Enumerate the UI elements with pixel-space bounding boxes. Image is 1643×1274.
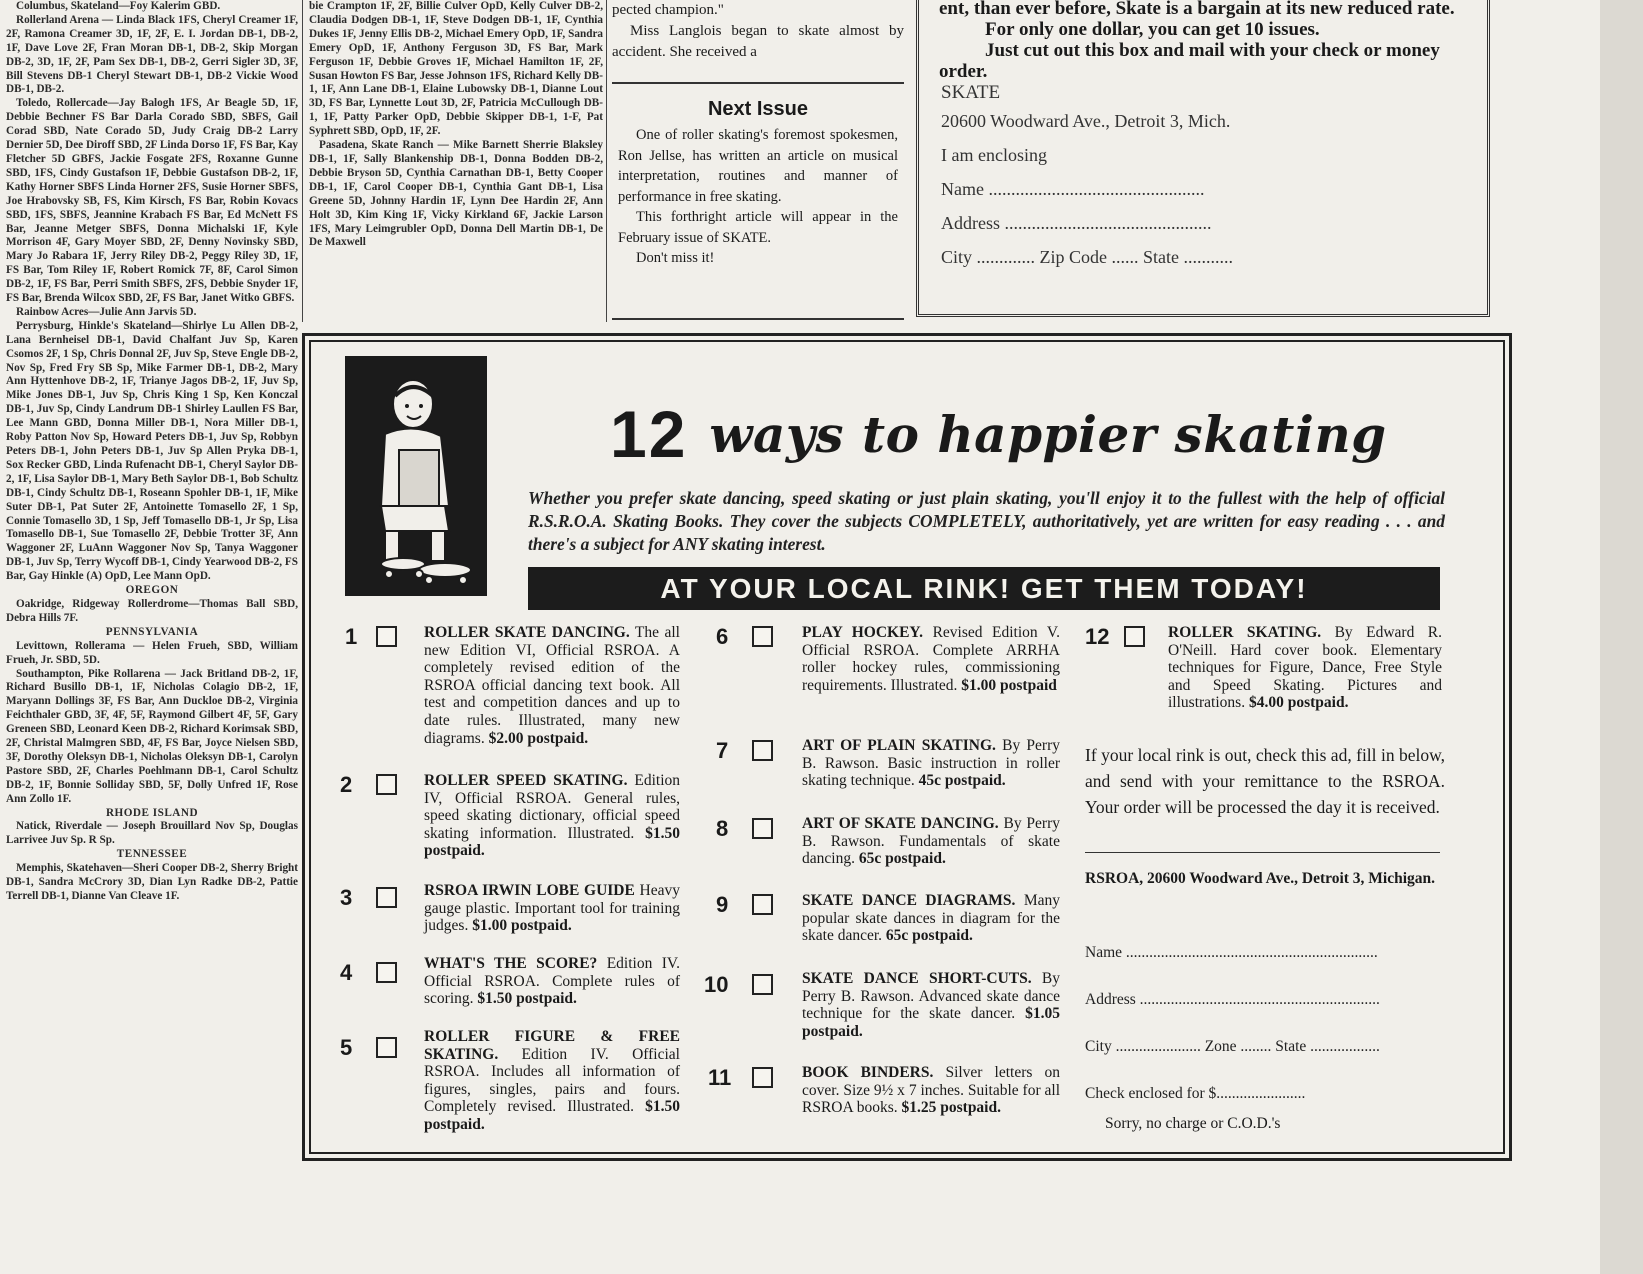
- headline-script: ways to happier skating: [709, 404, 1387, 464]
- paragraph: Perrysburg, Hinkle's Skateland—Shirlye Lu Allen DB-2, Lana Bernheisel DB-1, David Chalfant Juv Sp, Karen Csomos 2F, 1 Sp, Chris Donnal 2F, Juv Sp, Steve Engle DB-2, Nov Sp, Fred Fry SB Sp, Mike Farmer DB-1, DB-2, Mary Ann Hyttenhove DB-2, 1F, Trianye Jagos DB-2, 1F, Juv Sp, Mike Jones DB-1, Juv Sp, Chris King 1 Sp, Ken Konczal DB-1, Juv Sp, Cindy Landrum DB-1 Shirley Laullen FS Bar, Lee Mann GBD, Donna Miller DB-1, Nora Miller DB-1, Roby Patton Nov Sp, Howard Peters DB-1, Juv Sp, Robbyn Peters DB-1, John Peters DB-1, Juv Sp Allen Pryka DB-1, Sox Recker GBD, Linda Rufenacht DB-1, Cheryl Saylor DB-2, 1F, Lisa Saylor DB-1, Mary Beth Saylor DB-1, Bob Schultz DB-1, Cindy Schultz DB-1, Roseann Spohler DB-1, 1F, Mike Suter DB-1, Pat Suter 2F, Antoinette Tomasello 2F, 1 Sp, Connie Tomasello 3D, 1 Sp, Jeff Tomasello DB-1, Jr Sp, Lisa Tomasello DB-1, Sue Tomasello 2F, Debbie Trotter 3F, Ann Waggoner 2F, LuAnn Waggoner Nov Sp, Tanya Waggoner DB-1, Juv Sp, Terry Wycoff DB-1, Cindy Yearwood DB-2, FS Bar, Gay Hinkle (A) OpD, Lee Mann OpD.: [6, 319, 298, 583]
- item-number: 6: [716, 624, 729, 649]
- item-number: 11: [708, 1065, 732, 1090]
- paragraph: Pasadena, Skate Ranch — Mike Barnett Sherrie Blaksley DB-1, 1F, Sally Blankenship DB-1, Donna Bodden DB-2, Debbie Bryson 5D, Cynthia Carnathan DB-1, Betty Cooper DB-1, 1F, Carol Cooper DB-1, Cynthia Gant DB-1, Lisa Greene 5D, Johnny Hardin 1F, Lynn Dee Hardin 2F, Ann Holt 3D, Kim King 1F, Vicky Kirkland 6F, Jackie Larson 1FS, Mary Leimgrubler OpD, Donna Dell Martin DB-1, De De Maxwell: [309, 139, 603, 249]
- item-price: $1.25 postpaid.: [897, 1099, 1001, 1117]
- paragraph: Natick, Riverdale — Joseph Brouillard Nov Sp, Douglas Larrivee Juv Sp. R Sp.: [6, 820, 298, 847]
- item-number: 4: [340, 960, 353, 985]
- item-body: Heavy gauge plastic. Important tool for training judges.: [424, 882, 680, 935]
- ad-banner: AT YOUR LOCAL RINK! GET THEM TODAY!: [528, 567, 1440, 610]
- book-item: [424, 882, 680, 935]
- item-title: SKATE DANCE SHORT-CUTS.: [802, 970, 1032, 987]
- item-price: $1.05 postpaid.: [802, 1005, 1060, 1040]
- item-number: 1: [345, 624, 358, 649]
- item-price: $1.00 postpaid: [957, 676, 1057, 694]
- item-title: ROLLER SPEED SKATING.: [424, 772, 628, 789]
- item-number: 2: [340, 772, 353, 797]
- city-zip-state-field[interactable]: City ............. Zip Code ...... State ...........: [941, 247, 1233, 267]
- item-title: SKATE DANCE DIAGRAMS.: [802, 892, 1016, 909]
- address-field[interactable]: Address ..............................................: [941, 213, 1212, 233]
- check-amount-field[interactable]: Check enclosed for $.......................: [1085, 1085, 1306, 1102]
- item-body: By Perry B. Rawson. Basic instruction in roller skating technique.: [802, 737, 1060, 790]
- rsroa-address: RSROA, 20600 Woodward Ave., Detroit 3, Michigan.: [1085, 870, 1436, 887]
- item-body: By Perry B. Rawson. Fundamentals of skate dancing.: [802, 815, 1060, 868]
- paragraph: Southampton, Pike Rollarena — Jack Britland DB-2, 1F, Richard Busillo DB-1, 1F, Nicholas Colagio DB-2, 1F, Maryann Dollings 3F, FS Bar, Ann Duckloe DB-2, Virginia Feichthaler GBD, 3F, 4F, 5F, Raymond Gilbert 4F, 5F, Gary Greneen SBD, Leonard Keen DB-2, Richard Korimsak SBD, 2F, Christal Malmgren SBD, 4F, FS Bar, Joyce Nielsen SBD, 3F, Dorothy Oleksyn DB-1, Nicholas Oleksyn DB-1, Carolyn Pastore SBD, 2F, Charles Poehlmann DB-1, Carol Schultz DB-2, 1F, Bonnie Solliday SBD, 5F, Dolly Unfred 1F, Rose Ann Zollo 1F.: [6, 667, 298, 805]
- item-checkbox[interactable]: [376, 962, 397, 983]
- book-item: [424, 1028, 680, 1134]
- item-price: $4.00 postpaid.: [1245, 694, 1349, 712]
- order-address-field[interactable]: Address ..............................................................: [1085, 991, 1380, 1008]
- skater-illustration: [345, 356, 487, 596]
- item-price: $1.50 postpaid.: [424, 824, 680, 860]
- item-checkbox[interactable]: [752, 974, 773, 995]
- item-price: $1.50 postpaid.: [473, 990, 577, 1008]
- book-item: [802, 970, 1060, 1040]
- next-issue-box: [612, 82, 904, 320]
- item-body: By Edward R. O'Neill. Hard cover book. Elementary techniques for Figure, Dance, Free Style and Speed Skating. Pictures and illustrations.: [1168, 624, 1442, 712]
- paragraph: Oakridge, Ridgeway Rollerdrome—Thomas Ball SBD, Debra Hills 7F.: [6, 597, 298, 624]
- order-city-field[interactable]: City ...................... Zone ........ State ..................: [1085, 1038, 1380, 1055]
- item-checkbox[interactable]: [376, 774, 397, 795]
- item-title: WHAT'S THE SCORE?: [424, 955, 598, 972]
- book-item: [1168, 624, 1442, 712]
- page-edge: [1600, 0, 1643, 1274]
- paragraph: Don't miss it!: [636, 250, 715, 266]
- item-title: BOOK BINDERS.: [802, 1064, 934, 1081]
- ad-intro: Whether you prefer skate dancing, speed skating or just plain skating, you'll enjoy it to the fullest with the help of official R.S.R.O.A. Skating Books. They cover the subjects COMPLETELY, authoritatively, yet are written for easy reading . . . and there's a subject for ANY skating interest.: [528, 488, 1445, 554]
- item-number: 7: [716, 738, 729, 763]
- paragraph: bie Crampton 1F, 2F, Billie Culver OpD, Kelly Culver DB-2, Claudia Dodgen DB-1, 1F, Steve Dodgen DB-1, 1F, Cynthia Dukes 1F, Jenny Ellis DB-2, Michael Emery OpD, 1F, Sandra Emery OpD, 1F, Anthony Ferguson 3D, FS Bar, Mark Ferguson 1F, Debbie Groves 1F, Michael Hamilton 1F, 2F, Susan Howton FS Bar, Jesse Johnson 1FS, Richard Kelly DB-1, 1F, Ann Lane DB-1, Elaine Lubowsky DB-1, Dianne Lout 3D, FS Bar, Lynnette Lout 3D, 2F, Patricia McCullough DB-1, 1F, Patty Parker OpD, Debbie Skipper DB-1, 1-F, Pat Syphrett SBD, OpD, 1F, 2F.: [309, 0, 603, 138]
- item-checkbox[interactable]: [752, 818, 773, 839]
- state-heading: PENNSYLVANIA: [105, 625, 199, 638]
- item-checkbox[interactable]: [376, 1037, 397, 1058]
- item-title: ART OF SKATE DANCING.: [802, 815, 999, 832]
- book-item: [802, 892, 1060, 945]
- paragraph: pected champion.": [612, 2, 724, 18]
- publisher-name: SKATE: [941, 82, 1001, 103]
- paragraph: Memphis, Skatehaven—Sheri Cooper DB-2, Sherry Bright DB-1, Sandra McCrory 3D, Dian Lyn Radke DB-2, Pattie Terrell DB-1, Dianne Van Cleave 1F.: [6, 862, 298, 902]
- divider: [1085, 852, 1440, 853]
- item-title: RSROA IRWIN LOBE GUIDE: [424, 882, 635, 899]
- book-item: [802, 624, 1060, 694]
- item-price: $2.00 postpaid.: [484, 729, 589, 747]
- item-number: 3: [340, 885, 353, 910]
- results-column-2: [309, 0, 603, 250]
- item-price: 45c postpaid.: [914, 772, 1006, 790]
- state-heading: TENNESSEE: [116, 848, 188, 861]
- order-name-field[interactable]: Name .................................................................: [1085, 944, 1378, 961]
- subscription-text: Just cut out this box and mail with your check or money order.: [939, 40, 1440, 82]
- state-heading: RHODE ISLAND: [105, 806, 199, 819]
- item-body: Silver letters on cover. Size 9½ x 7 inches. Suitable for all RSROA books.: [802, 1064, 1060, 1117]
- book-item: [802, 1064, 1060, 1117]
- paragraph: Rainbow Acres—Julie Ann Jarvis 5D.: [16, 305, 197, 318]
- item-price: 65c postpaid.: [882, 927, 973, 945]
- book-item: [802, 737, 1060, 790]
- item-price: $1.50 postpaid.: [424, 1098, 680, 1133]
- paragraph: Levittown, Rollerama — Helen Frueh, SBD, William Frueh, Jr. SBD, 5D.: [6, 639, 298, 666]
- name-field[interactable]: Name ................................................: [941, 179, 1205, 199]
- enclosing-label: I am enclosing: [941, 145, 1047, 165]
- subscription-text: For only one dollar, you can get 10 issues.: [985, 19, 1320, 40]
- item-checkbox[interactable]: [752, 740, 773, 761]
- paragraph: Columbus, Skateland—Foy Kalerim GBD.: [16, 0, 221, 12]
- item-title: PLAY HOCKEY.: [802, 624, 924, 641]
- paragraph: One of roller skating's foremost spokesmen, Ron Jellse, has written an article on musical interpretation, routines and manner of performance in free skating.: [618, 127, 898, 205]
- column-divider: [302, 0, 303, 322]
- item-number: 9: [716, 892, 729, 917]
- subscription-coupon: [916, 0, 1490, 317]
- paragraph: Toledo, Rollercade—Jay Balogh 1FS, Ar Beagle 5D, 1F, Debbie Bechner FS Bar Darla Corado SBD, SBFS, Gail Corad SBD, Nate Corado 5D, Judy Craig DB-2 Larry Dernier 5D, Dee Diroff SBD, 2F Linda Dorso 1F, FS Bar, Kay Fletcher 5D GBFS, Jackie Fosgate 2FS, Roxanne Gunne SBD, 1FS, Cindy Gustafson 1F, Debbie Gustafson DB-2, 1F, Kathy Horner SBFS Linda Horner 2FS, Susie Horner SBFS, Joe Hrabovsky SB, FS, Kim Kirsch, FS Bar, Robin Kovacs SBD, 1FS, SBFS, Jeannine Krabach FS Bar, Ed McNett FS Bar, Jeanne Metger SBFS, Donna Michalski 1F, Kyle Morrison 4F, Gary Moyer SBD, 2F, Denny Novinsky SBD, Mary Jo Rabara 1F, Jerry Riley DB-2, Peggy Riley 3D, 1F, FS Bar, Tom Riley 1F, Robert Romick 7F, 8F, Carol Simon DB-2, 1F, FS Bar, Perri Smith SBFS, 2FS, Debbie Snyder 1F, FS Bar, Brenda Wilcox SBD, 2F, FS Bar, Janet Witko GBFS.: [6, 97, 299, 305]
- item-body: Revised Edition V. Official RSROA. Complete ARRHA roller hockey rules, commissioning requirements. Illustrated.: [802, 624, 1060, 694]
- item-checkbox[interactable]: [752, 1067, 773, 1088]
- item-body: Edition IV, Official RSROA. General rules, speed skating dictionary, official speed skating information. Illustrated.: [424, 772, 680, 842]
- item-title: ROLLER SKATING.: [1168, 624, 1322, 641]
- subscription-text: ent, than ever before, Skate is a bargain at its new reduced rate.: [939, 0, 1455, 19]
- item-checkbox[interactable]: [752, 894, 773, 915]
- book-item: [424, 772, 680, 860]
- book-item: [424, 955, 680, 1008]
- order-instructions: [1085, 742, 1445, 820]
- item-price: 65c postpaid.: [854, 850, 946, 868]
- item-number: 10: [704, 972, 729, 997]
- item-checkbox[interactable]: [376, 887, 397, 908]
- column-divider: [606, 0, 607, 322]
- ad-headline: [610, 396, 1387, 472]
- item-checkbox[interactable]: [1124, 626, 1145, 647]
- paragraph: Miss Langlois began to skate almost by accident. She received a: [612, 23, 904, 60]
- book-item: [802, 815, 1060, 868]
- publisher-address: 20600 Woodward Ave., Detroit 3, Mich.: [941, 111, 1231, 131]
- item-price: $1.00 postpaid.: [468, 917, 572, 935]
- headline-number: 12: [610, 397, 688, 471]
- item-body: By Perry B. Rawson. Advanced skate dance technique for the skate dancer.: [802, 970, 1060, 1023]
- item-number: 5: [340, 1035, 353, 1060]
- paragraph: This forthright article will appear in the February issue of SKATE.: [618, 209, 898, 246]
- next-issue-title: Next Issue: [707, 98, 809, 120]
- results-column-1: [6, 0, 298, 904]
- order-text: If your local rink is out, check this ad, fill in below, and send with your remittance to the RSROA. Your order will be processed the day it is received.: [1085, 745, 1445, 817]
- item-title: ROLLER SKATE DANCING.: [424, 624, 630, 641]
- item-checkbox[interactable]: [752, 626, 773, 647]
- article-column: [612, 0, 904, 63]
- item-body: Edition IV. Official RSROA. Includes all information of figures, singles, pairs and fours. Completely revised. Illustrated.: [424, 1045, 680, 1116]
- book-item: [424, 624, 680, 747]
- item-title: ART OF PLAIN SKATING.: [802, 737, 996, 754]
- paragraph: Rollerland Arena — Linda Black 1FS, Cheryl Creamer 1F, 2F, Ramona Creamer 3D, 1F, 2F, E. I. Jordan DB-1, DB-2, 1F, Dave Love 2F, Fran Moran DB-1, DB-2, Skip Morgan DB-2, 3D, 1F, 2F, Pam Sex DB-1, DB-2, Gerri Sigler 3D, 3F, Bill Stevens DB-1 Cheryl Stewart DB-1, DB-2 Vickie Wood DB-1, DB-2.: [6, 13, 298, 96]
- item-title: ROLLER FIGURE & FREE SKATING.: [424, 1028, 680, 1063]
- item-number: 12: [1085, 624, 1110, 649]
- cod-note: Sorry, no charge or C.O.D.'s: [1105, 1115, 1281, 1132]
- item-number: 8: [716, 816, 729, 841]
- item-checkbox[interactable]: [376, 626, 397, 647]
- state-heading: OREGON: [125, 584, 179, 597]
- item-body: The all new Edition VI, Official RSROA. A completely revised edition of the RSROA official dancing text book. All test and competition dances and up to date rules. Illustrated, many new diagrams.: [424, 624, 680, 747]
- item-body: Edition IV. Official RSROA. Complete rules of scoring.: [424, 955, 680, 1008]
- item-body: Many popular skate dances in diagram for the skate dancer.: [802, 892, 1060, 945]
